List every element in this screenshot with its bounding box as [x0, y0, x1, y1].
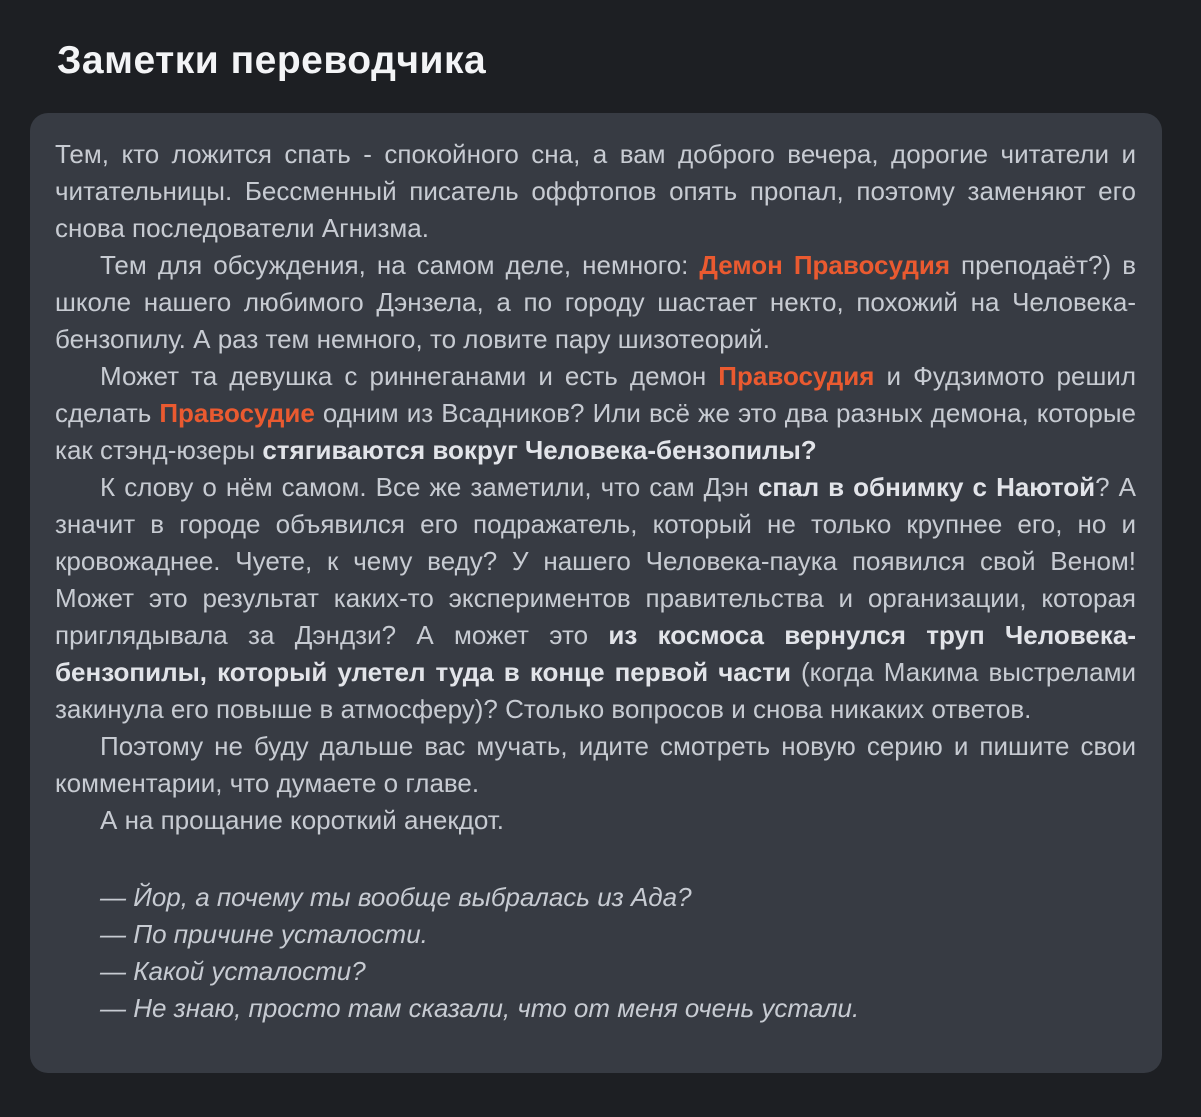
accent-text: Демон Правосудия	[699, 249, 950, 280]
bold-text: стягиваются вокруг Человека-бензопилы?	[262, 434, 817, 465]
joke-dialogue	[55, 879, 1136, 1027]
joke-line: — Йор, а почему ты вообще выбралась из Ада?	[100, 881, 692, 912]
text-run: одним из Всадников? Или всё же это два разных демона, которые как стэнд-юзеры	[55, 397, 1136, 465]
text-run: преподаёт?) в школе нашего любимого Дэнзела, а по городу шастает некто, похожий на Человека-бензопилу. А раз тем немного, то ловите пару шизотеорий.	[55, 249, 1137, 354]
paragraph	[55, 358, 1136, 469]
joke-line: — По причине усталости.	[100, 918, 428, 949]
text-run: и Фудзимото решил сделать	[55, 360, 1136, 428]
paragraph	[55, 136, 1136, 247]
text-run: Поэтому не буду дальше вас мучать, идите смотреть новую серию и пишите свои комментарии, что думаете о главе.	[55, 730, 1136, 798]
text-run: К слову о нём самом. Все же заметили, что сам Дэн	[100, 471, 758, 502]
paragraph	[55, 728, 1136, 802]
text-run: Тем для обсуждения, на самом деле, немного:	[100, 249, 700, 280]
accent-text: Правосудие	[159, 397, 315, 428]
accent-text: Правосудия	[718, 360, 875, 391]
paragraph	[55, 802, 1136, 839]
joke-line: — Какой усталости?	[100, 955, 366, 986]
text-run: А на прощание короткий анекдот.	[100, 804, 505, 835]
paragraph	[55, 469, 1136, 728]
bold-text: из космоса вернулся труп Человека-бензопилы, который улетел туда в конце первой части	[55, 619, 1136, 687]
text-run: ? А значит в городе объявился его подражатель, который не только крупнее его, но и кровожаднее. Чуете, к чему веду? У нашего Человека-паука появился свой Веном! Может это результат каких-то экспериментов правительства и организации, которая приглядывала за Дэндзи? А может это	[55, 471, 1136, 650]
bold-text: спал в обнимку с Наютой	[757, 471, 1096, 502]
text-run: Может та девушка с риннеганами и есть демон	[100, 360, 719, 391]
text-run: Тем, кто ложится спать - спокойного сна, а вам доброго вечера, дорогие читатели и читательницы. Бессменный писатель оффтопов опять пропал, поэтому заменяют его снова последователи Агнизма.	[55, 138, 1136, 243]
paragraph	[55, 247, 1136, 358]
joke-line: — Не знаю, просто там сказали, что от меня очень устали.	[100, 992, 860, 1023]
page-title: Заметки переводчика	[57, 39, 487, 82]
note-paragraphs	[55, 136, 1136, 839]
text-run: (когда Макима выстрелами закинула его повыше в атмосферу)? Столько вопросов и снова никаких ответов.	[55, 656, 1136, 724]
translator-note-panel	[30, 113, 1162, 1073]
